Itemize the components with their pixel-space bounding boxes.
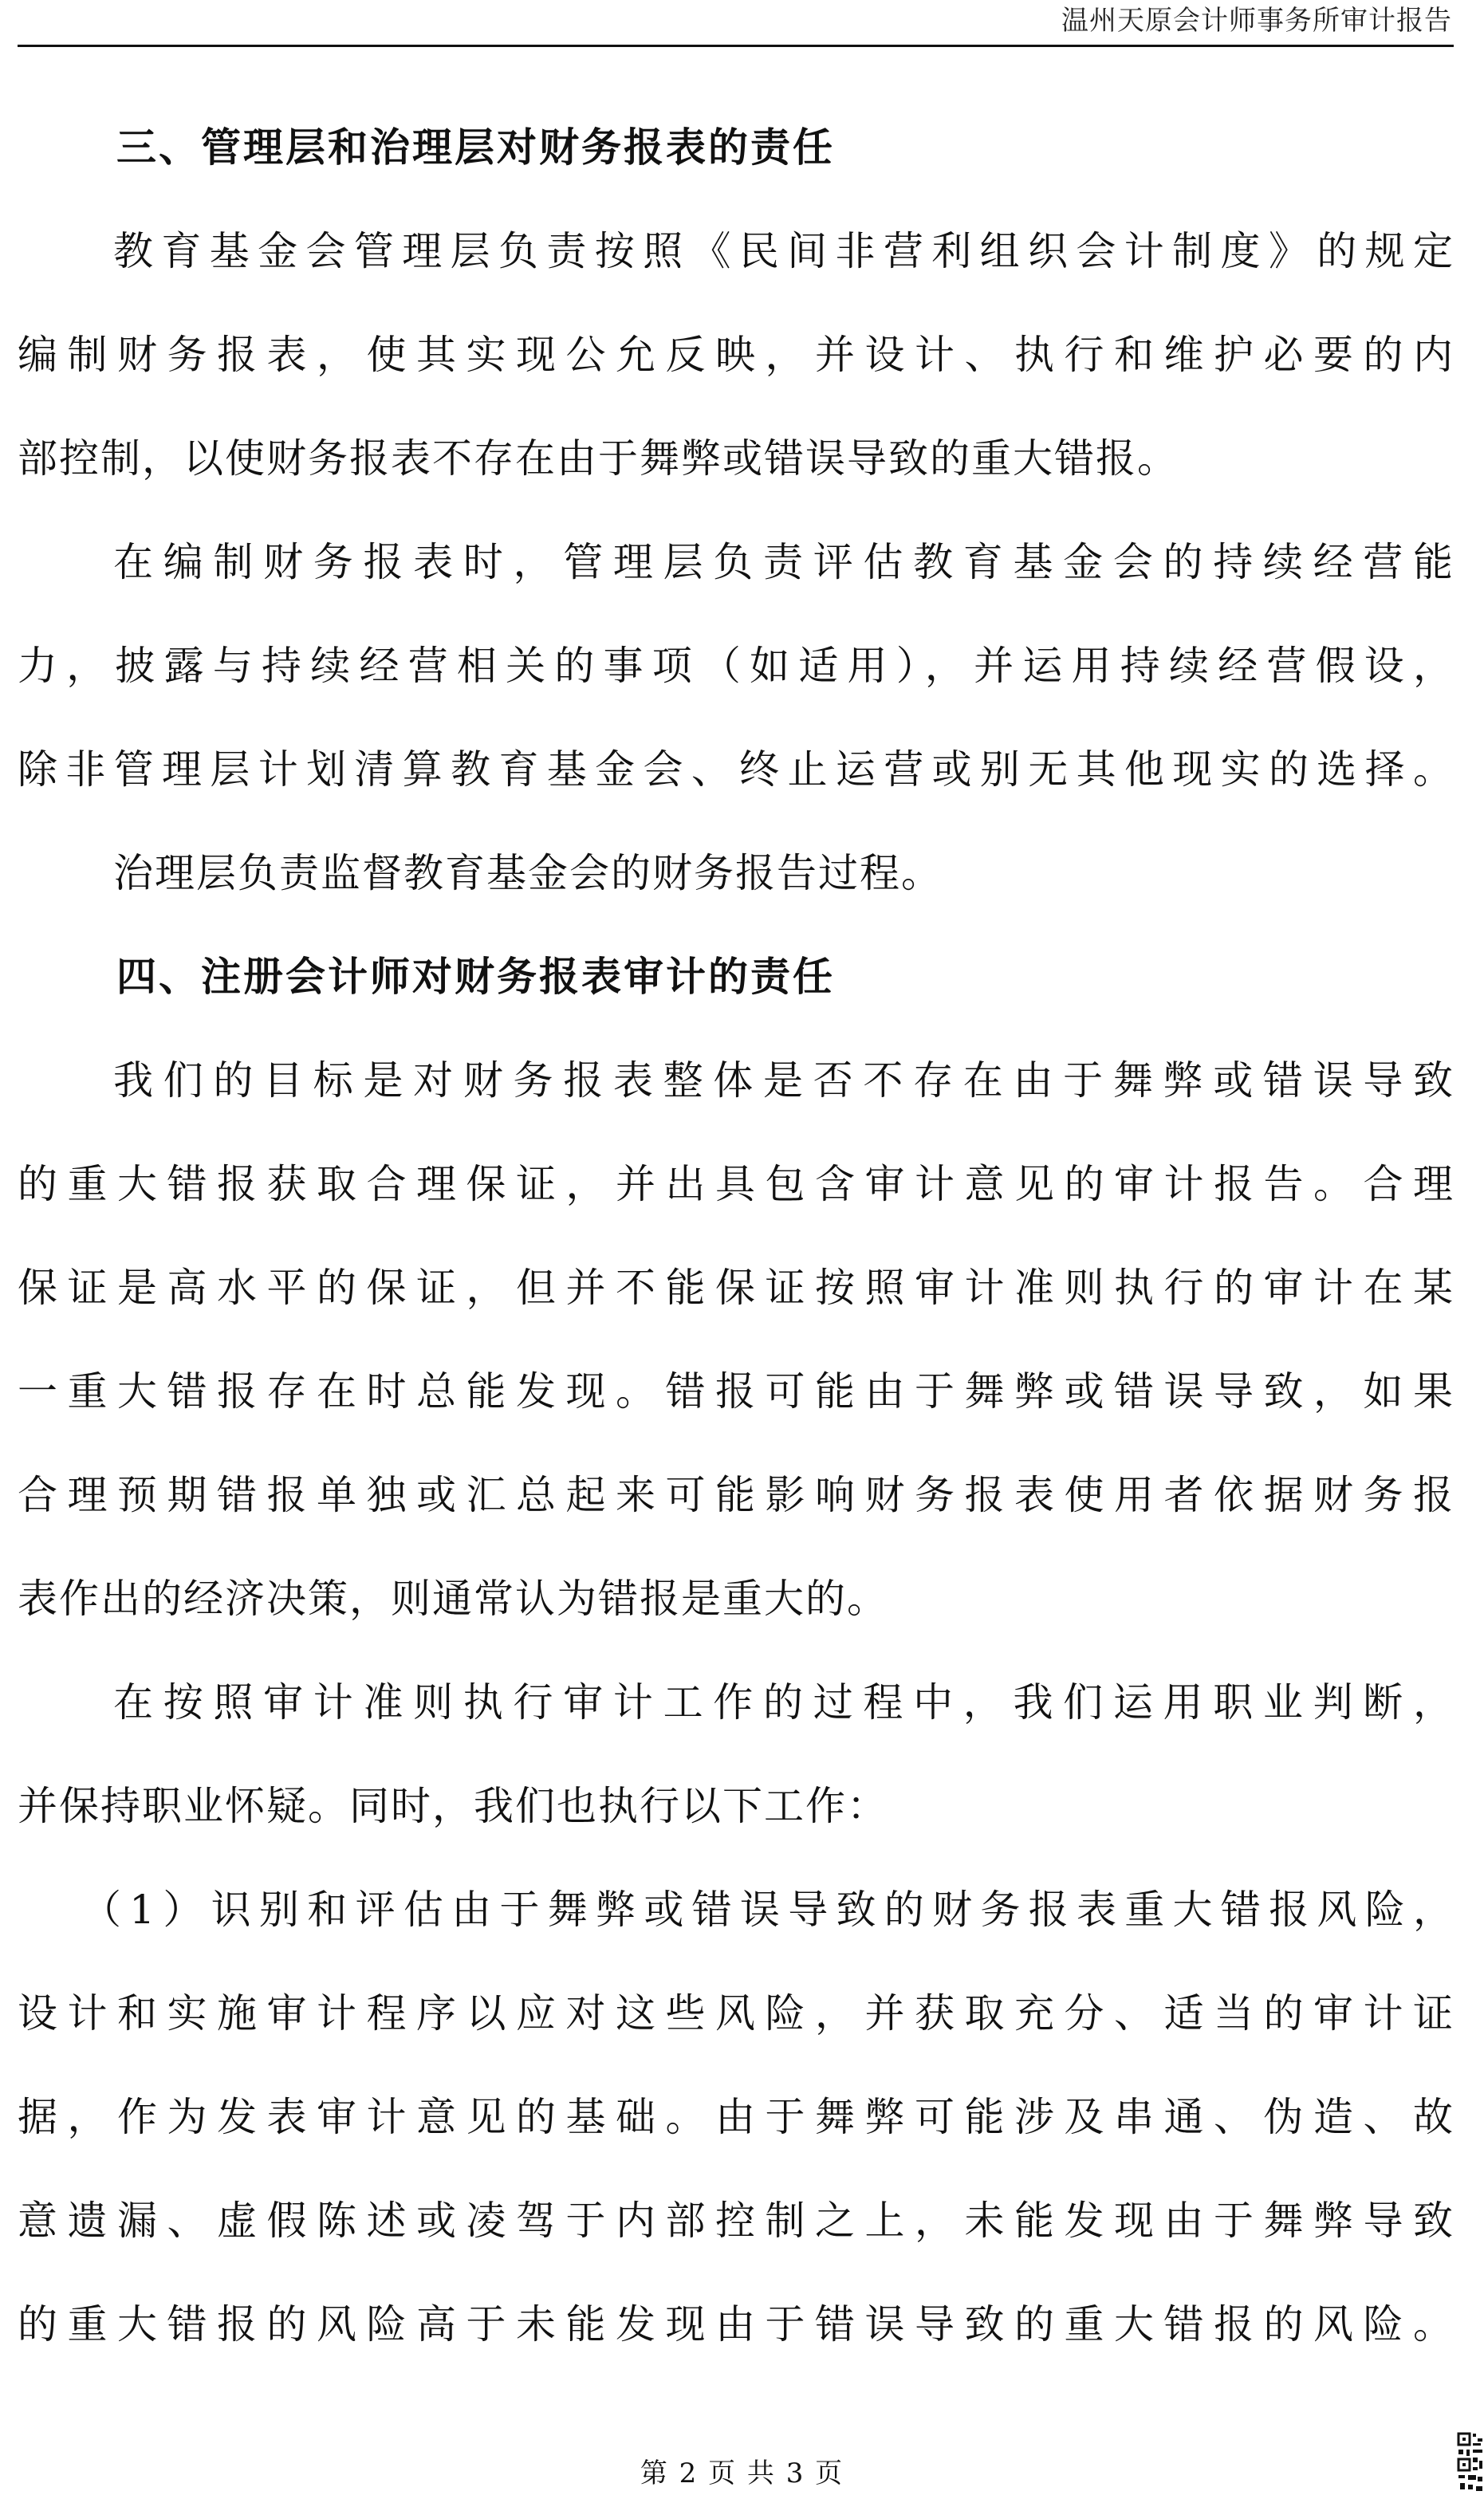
section-heading-auditor-responsibility: 四、注册会计师对财务报表审计的责任 — [116, 954, 835, 1000]
text-line: 合理预期错报单独或汇总起来可能影响财务报表使用者依据财务报 — [18, 1472, 1453, 1518]
paragraph-professional-judgment — [18, 1651, 1453, 1858]
text-line: 力，披露与持续经营相关的事项（如适用），并运用持续经营假设， — [18, 643, 1453, 689]
text-line: 据，作为发表审计意见的基础。由于舞弊可能涉及串通、伪造、故 — [18, 2094, 1453, 2140]
paragraph-audit-objective — [18, 1029, 1453, 1651]
paragraph-management-prepare — [18, 199, 1453, 510]
document-body — [18, 96, 1453, 2376]
header-divider — [18, 45, 1454, 47]
text-line: 设计和实施审计程序以应对这些风险，并获取充分、适当的审计证 — [18, 1990, 1453, 2037]
text-line: （1）识别和评估由于舞弊或错误导致的财务报表重大错报风险， — [81, 1887, 1453, 1933]
section-heading-management-responsibility: 三、管理层和治理层对财务报表的责任 — [116, 124, 835, 171]
paragraph-governance-oversight — [18, 821, 1453, 925]
text-line: 意遗漏、虚假陈述或凌驾于内部控制之上，未能发现由于舞弊导致 — [18, 2198, 1453, 2244]
firm-report-title: 温州天原会计师事务所审计报告 — [1061, 5, 1452, 37]
page-number: 第 2 页 共 3 页 — [640, 2458, 844, 2489]
text-line: 在按照审计准则执行审计工作的过程中，我们运用职业判断， — [113, 1679, 1453, 1726]
qr-code-icon — [1457, 2432, 1484, 2495]
text-line: 保证是高水平的保证，但并不能保证按照审计准则执行的审计在某 — [18, 1265, 1453, 1311]
text-line: 的重大错报的风险高于未能发现由于错误导致的重大错报的风险。 — [18, 2301, 1453, 2347]
list-item-risk-assessment — [18, 1858, 1453, 2376]
paragraph-going-concern — [18, 510, 1453, 821]
text-line: 除非管理层计划清算教育基金会、终止运营或别无其他现实的选择。 — [18, 746, 1453, 793]
text-line: 我们的目标是对财务报表整体是否不存在由于舞弊或错误导致 — [113, 1057, 1453, 1104]
text-line: 的重大错报获取合理保证，并出具包含审计意见的审计报告。合理 — [18, 1161, 1453, 1207]
text-line: 一重大错报存在时总能发现。错报可能由于舞弊或错误导致，如果 — [18, 1368, 1453, 1415]
text-line: 在编制财务报表时，管理层负责评估教育基金会的持续经营能 — [113, 539, 1453, 585]
text-line: 编制财务报表，使其实现公允反映，并设计、执行和维护必要的内 — [18, 332, 1453, 378]
text-line: 表作出的经济决策，则通常认为错报是重大的。 — [18, 1576, 888, 1622]
text-line: 并保持职业怀疑。同时，我们也执行以下工作： — [18, 1783, 888, 1829]
text-line: 部控制，以使财务报表不存在由于舞弊或错误导致的重大错报。 — [18, 435, 1179, 482]
text-line: 治理层负责监督教育基金会的财务报告过程。 — [113, 850, 943, 896]
text-line: 教育基金会管理层负责按照《民间非营利组织会计制度》的规定 — [113, 228, 1453, 274]
